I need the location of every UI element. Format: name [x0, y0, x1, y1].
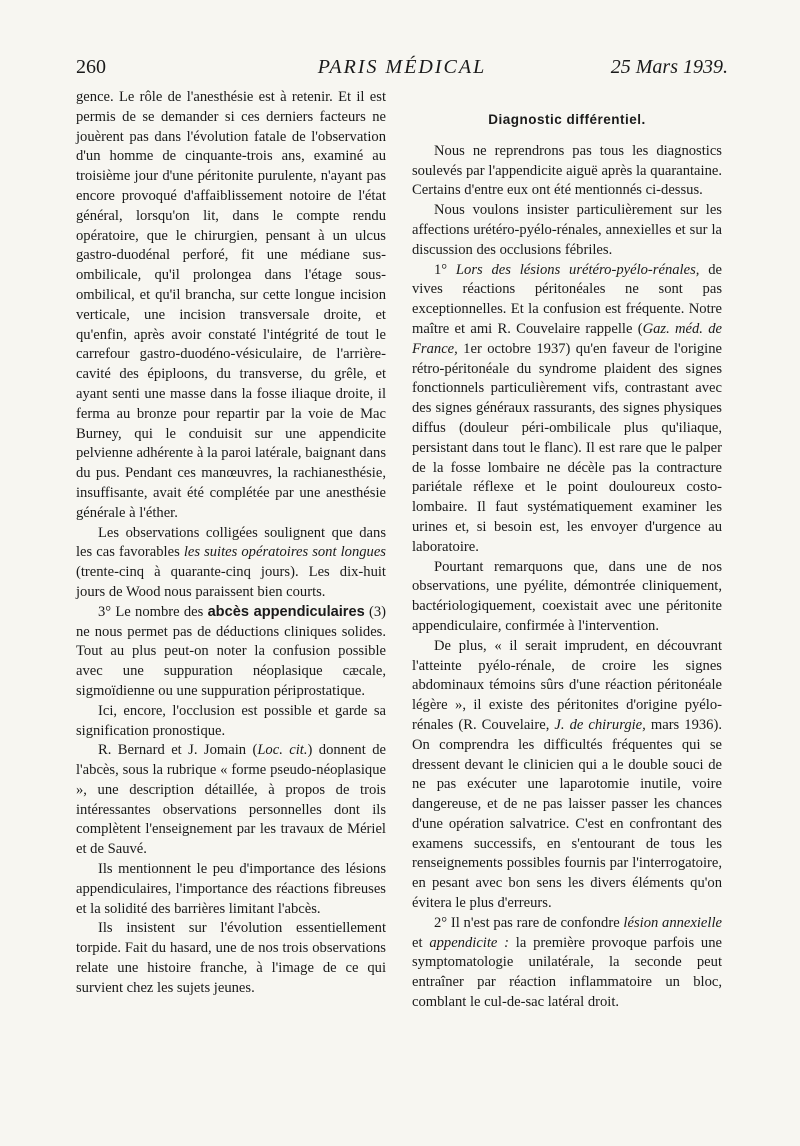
left-column [76, 88, 386, 999]
paragraph: gence. Le rôle de l'anesthésie est à retenir. Et il est permis de se demander si ces derniers facteurs ne jouèrent pas dans l'évolution fatale de l'observation d'un homme de cinquante-trois ans, examiné au troisième jour d'une péritonite purulente, n'ayant pas encore provoqué d'affaiblissement notoire de l'état général, lorsqu'on lit, dans le compte rendu opératoire, que le chirurgien, pensant à un ulcus gastro-duodénal perforé, fit une médiane sus-ombilicale, qu'il prolongea dans l'étage sous-ombilical, et qu'il brancha, sur cette longue incision verticale, une incision transversale droite, et qu'enfin, après avoir constaté l'intégrité de tout le carrefour gastro-duodéno-vésiculaire, de l'arrière-cavité des épiploons, du transverse, du grêle, et ayant senti une masse dans la fosse iliaque droite, il ferma au bronze pour repartir par la voie de Mac Burney, qui le conduisit sur une appendicite pelvienne adhérente à la paroi latérale, baignant dans du pus. Pendant ces manœuvres, la rachianesthésie, insuffisante, avait été complétée par une anesthésie générale à l'éther. [76, 89, 386, 521]
term-highlight: abcès appendiculaires [207, 603, 365, 620]
paragraph: Ils mentionnent le peu d'importance des lésions appendiculaires, l'importance des réactions fibreuses et la solidité des barrières limitant l'abcès. [76, 861, 386, 917]
section-heading: Diagnostic différentiel. [488, 112, 646, 127]
journal-title: PARIS MÉDICAL [317, 56, 487, 78]
paragraph: De plus, « il serait imprudent, en découvrant l'atteinte pyélo-rénale, de croire les signes abdominaux témoins sûrs d'une réaction péritonéale légère », il existe des péritonites d'origine pyélo-rénales (R. Couvelaire, J. de chirurgie, mars 1936). On comprendra les difficultés fréquentes qui se dressent devant le clinicien qui a le double souci de ne pas exécuter une laparotomie inutile, voire dangereuse, et de ne pas laisser passer les chances d'une opération salvatrice. C'est en confrontant des examens successifs, en s'entourant de tous les renseignements possibles fournis par l'interrogatoire, en pesant avec bon sens les divers éléments qu'on évitera le plus d'erreurs. [412, 637, 722, 912]
paragraph: Nous voulons insister particulièrement sur les affections urétéro-pyélo-rénales, annexielles et sur la discussion des occlusions fébriles. [412, 202, 722, 258]
paragraph: Ici, encore, l'occlusion est possible et garde sa signification pronostique. [76, 702, 386, 739]
paragraph: Les observations colligées soulignent que dans les cas favorables les suites opératoires sont longues (trente-cinq à quarante-cinq jours). Les dix-huit jours de Wood nous paraissent bien courts. [76, 524, 386, 600]
paragraph: R. Bernard et J. Jomain (Loc. cit.) donnent de l'abcès, sous la rubrique « forme pseudo-néoplasique », une description détaillée, à propos de trois intéressantes observations personnelles dont ils complètent l'enseignement par les travaux de Mériel et de Sauvé. [76, 742, 386, 858]
paragraph: 2° Il n'est pas rare de confondre lésion annexielle et appendicite : la première provoque parfois une symptomatologie unilatérale, la seconde peut entraîner par réaction inflammatoire un bloc, comblant le cul-de-sac latéral droit. [412, 914, 722, 1011]
issue-date: 25 Mars 1939. [610, 56, 728, 78]
page-number: 260 [76, 56, 106, 78]
paragraph: Ils insistent sur l'évolution essentiellement torpide. Fait du hasard, une de nos trois observations relate une histoire franche, à l'image de ce qui survient chez les sujets jeunes. [76, 920, 386, 996]
paragraph: 1° Lors des lésions urétéro-pyélo-rénales, de vives réactions péritonéales ne sont pas exceptionnelles. Et la confusion est fréquente. Notre maître et ami R. Couvelaire rappelle (Gaz. méd. de France, 1er octobre 1937) qu'en faveur de l'origine rétro-péritonéale du syndrome plaident des signes fonctionnels particulièrement vifs, contrastant avec des signes généraux rassurants, des signes physiques diffus (douleur péri-ombilicale plus qu'iliaque, persistant dans tout le flanc). Il est rare que le palper de la fosse lombaire ne décèle pas la contracture pariétale réflexe et le point douloureux costo-lombaire. Il faut systématiquement examiner les urines et, si besoin est, les envoyer d'urgence au laboratoire. [412, 261, 722, 555]
paragraph: Pourtant remarquons que, dans une de nos observations, une pyélite, démontrée cliniquement, bactériologiquement, coexistait avec une péritonite appendiculaire, confirmée à l'intervention. [412, 558, 722, 634]
page-header [76, 56, 728, 84]
paragraph: 3° Le nombre des abcès appendiculaires (3) ne nous permet pas de déductions cliniques solides. Tout au plus peut-on noter la confusion possible avec une suppuration néoplasique cæcale, sigmoïdienne ou une suppuration périprostatique. [76, 603, 386, 699]
paragraph: Nous ne reprendrons pas tous les diagnostics soulevés par l'appendicite aiguë après la quarantaine. Certains d'entre eux ont été mentionnés ci-dessus. [412, 142, 722, 199]
right-column [412, 110, 722, 1013]
